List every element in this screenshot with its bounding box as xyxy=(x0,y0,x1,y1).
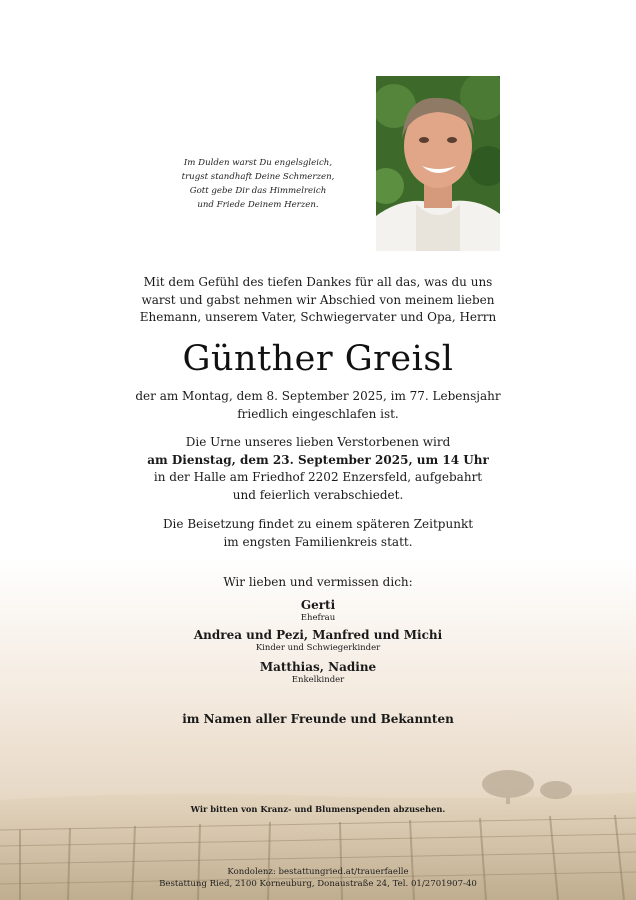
wreath-note: Wir bitten von Kranz- und Blumenspenden abzusehen. xyxy=(190,804,446,814)
family-member-role: Enkelkinder xyxy=(291,675,345,685)
condolence-link[interactable]: Kondolenz: bestattungried.at/trauerfaelle xyxy=(227,867,409,877)
intro-line: Mit dem Gefühl des tiefen Dankes für all das, was du uns xyxy=(143,275,493,289)
intro-line: Ehemann, unserem Vater, Schwiegervater und Opa, Herrn xyxy=(139,310,497,324)
intro-line: warst und gabst nehmen wir Abschied von meinem lieben xyxy=(141,292,495,307)
burial-line: im engsten Familienkreis statt. xyxy=(223,534,413,549)
death-line: friedlich eingeschlafen ist. xyxy=(237,406,399,421)
family-member-name: Matthias, Nadine xyxy=(259,660,377,674)
funeral-date: am Dienstag, dem 23. September 2025, um 14 Uhr xyxy=(147,452,489,467)
funeral-line: in der Halle am Friedhof 2202 Enzersfeld, aufgebahrt xyxy=(153,470,483,484)
family-member-name: Andrea und Pezi, Manfred und Michi xyxy=(193,628,443,642)
footer xyxy=(0,866,636,890)
funeral-line: Die Urne unseres lieben Verstorbenen wird xyxy=(185,435,451,449)
poem-line: und Friede Deinem Herzen. xyxy=(197,200,319,210)
funeral-home-address: Bestattung Ried, 2100 Korneuburg, Donaustraße 24, Tel. 01/2701907-40 xyxy=(159,879,477,889)
poem xyxy=(160,156,356,212)
burial-notice xyxy=(0,516,636,551)
love-line: Wir lieben und vermissen dich: xyxy=(223,575,413,589)
intro-text xyxy=(0,274,636,327)
death-line: der am Montag, dem 8. September 2025, im 77. Lebensjahr xyxy=(135,389,501,403)
funeral-line: und feierlich verabschiedet. xyxy=(232,487,404,502)
family-entry xyxy=(0,628,636,661)
death-notice xyxy=(0,388,636,423)
poem-line: trugst standhaft Deine Schmerzen, xyxy=(181,172,335,182)
portrait-photo xyxy=(376,76,500,251)
poem-line: Im Dulden warst Du engelsgleich, xyxy=(183,158,333,168)
funeral-details xyxy=(0,434,636,504)
family-entry xyxy=(0,598,636,631)
poem-line: Gott gebe Dir das Himmelreich xyxy=(189,186,327,196)
family-entry xyxy=(0,660,636,693)
friends-line: im Namen aller Freunde und Bekannten xyxy=(182,712,454,726)
family-member-role: Kinder und Schwiegerkinder xyxy=(255,643,381,653)
deceased-name: Günther Greisl xyxy=(182,339,454,379)
family-member-name: Gerti xyxy=(300,598,336,612)
burial-line: Die Beisetzung findet zu einem späteren Zeitpunkt xyxy=(162,517,474,531)
portrait-illustration xyxy=(376,76,500,251)
family-member-role: Ehefrau xyxy=(300,613,336,623)
